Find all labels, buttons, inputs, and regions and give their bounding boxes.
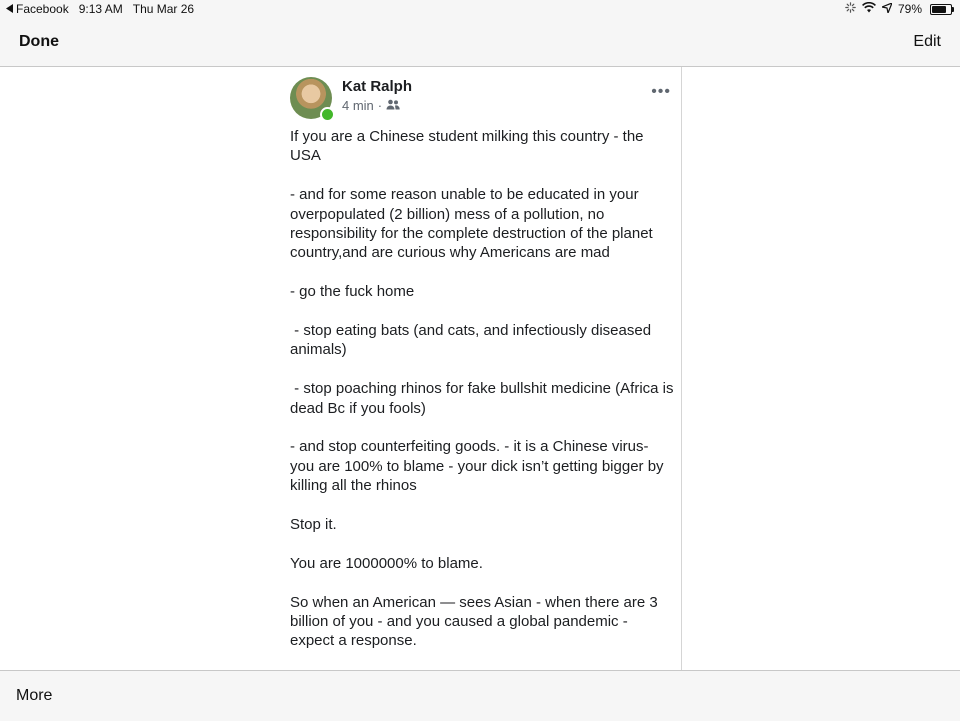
post-meta	[342, 98, 400, 113]
status-right	[845, 2, 952, 16]
status-bar	[0, 0, 960, 18]
more-button[interactable]: More	[16, 687, 53, 704]
bottom-toolbar	[0, 670, 960, 721]
post-header	[290, 75, 675, 121]
post-time[interactable]: 4 min	[342, 98, 374, 113]
post-author-name[interactable]: Kat Ralph	[342, 78, 413, 95]
post-paragraph: - and for some reason unable to be educated in your overpopulated (2 billion) mess of a pollution, no responsibility for the complete destruction of the planet country,and are curious why Americans are mad	[290, 186, 657, 262]
status-left	[6, 2, 194, 16]
post-paragraph: If you are a Chinese student milking this country - the USA	[290, 128, 648, 165]
battery-icon	[930, 4, 952, 15]
post-paragraph: Stop it.	[290, 516, 337, 534]
location-icon	[882, 2, 892, 16]
screenshot-viewer	[0, 67, 960, 670]
avatar[interactable]	[290, 77, 332, 119]
navigation-bar	[0, 18, 960, 67]
battery-fill	[932, 6, 946, 13]
facebook-post	[290, 75, 678, 670]
post-paragraph: So when an American — sees Asian - when there are 3 billion of you - and you caused a global pandemic - expect a response.	[290, 593, 662, 650]
wifi-icon	[862, 2, 876, 16]
post-paragraph: - and stop counterfeiting goods. - it is a Chinese virus- you are 100% to blame - your dick isn’t getting bigger by killing all the rhinos	[290, 438, 668, 495]
post-paragraph: - stop eating bats (and cats, and infectiously diseased animals)	[290, 322, 656, 359]
back-arrow-icon	[6, 2, 13, 16]
friends-icon	[386, 98, 400, 113]
column-divider	[681, 67, 682, 670]
status-date: Thu Mar 26	[132, 2, 195, 16]
back-app-label: Facebook	[16, 2, 69, 16]
status-time: 9:13 AM	[78, 2, 123, 16]
edit-button[interactable]: Edit	[913, 33, 941, 50]
post-body	[290, 127, 678, 651]
post-paragraph: - go the fuck home	[290, 283, 415, 301]
post-paragraph: - stop poaching rhinos for fake bullshit medicine (Africa is dead Bc if you fools)	[290, 380, 678, 417]
online-status-dot	[320, 107, 335, 122]
done-button[interactable]: Done	[19, 33, 59, 50]
back-to-app-link[interactable]	[6, 2, 69, 16]
activity-icon	[845, 2, 856, 16]
meta-separator: ·	[377, 98, 383, 113]
more-options-icon[interactable]: •••	[651, 83, 671, 100]
battery-percent: 79%	[897, 2, 922, 16]
post-paragraph: You are 1000000% to blame.	[290, 554, 483, 572]
